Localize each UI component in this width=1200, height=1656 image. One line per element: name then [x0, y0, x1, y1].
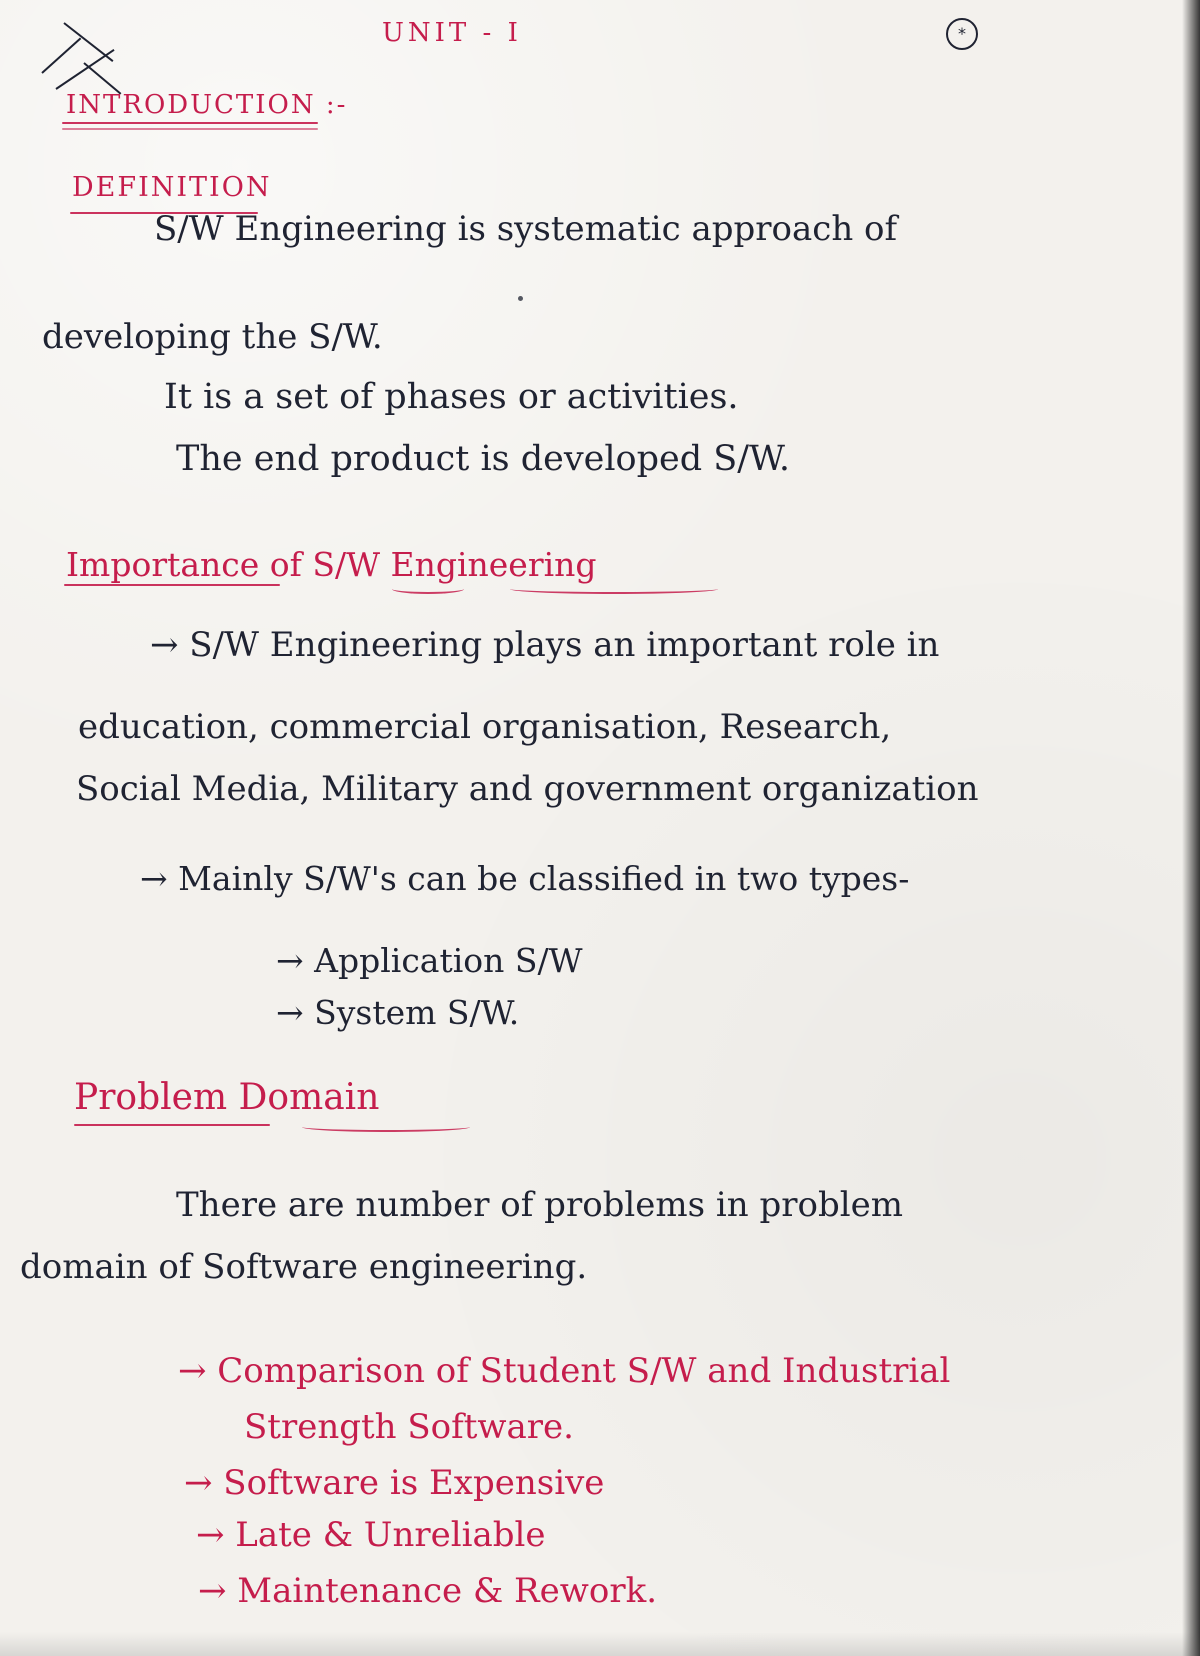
introduction-underline-secondary	[62, 128, 318, 130]
introduction-title: INTRODUCTION :-	[66, 90, 348, 120]
importance-line-1: → S/W Engineering plays an important role in	[150, 625, 940, 665]
importance-wave-1	[392, 584, 464, 594]
definition-line-2: developing the S/W.	[42, 317, 383, 357]
definition-line-1: S/W Engineering is systematic approach of	[154, 209, 898, 249]
problem-line-5: → Software is Expensive	[184, 1463, 605, 1503]
page-bottom-shadow	[0, 1632, 1200, 1656]
problem-domain-title: Problem Domain	[74, 1077, 380, 1118]
definition-line-4: The end product is developed S/W.	[176, 439, 791, 479]
importance-line-3: Social Media, Military and government organization	[76, 769, 979, 809]
importance-title: Importance of S/W Engineering	[66, 545, 597, 584]
definition-dot	[518, 296, 523, 301]
corner-slash-2	[41, 37, 81, 73]
importance-line-2: education, commercial organisation, Research,	[78, 707, 892, 747]
definition-title: DEFINITION	[72, 172, 272, 203]
problem-line-3: → Comparison of Student S/W and Industrial	[178, 1351, 951, 1391]
importance-underline	[64, 584, 280, 586]
introduction-underline	[62, 122, 318, 124]
page-edge-shadow	[1182, 0, 1200, 1656]
importance-line-5: → Application S/W	[276, 941, 583, 980]
problem-line-2: domain of Software engineering.	[20, 1247, 588, 1287]
problem-line-1: There are number of problems in problem	[176, 1185, 903, 1225]
circled-star-icon: *	[946, 18, 978, 50]
problem-line-4: Strength Software.	[244, 1407, 574, 1447]
problem-domain-underline-2	[302, 1122, 470, 1132]
importance-wave-2	[510, 584, 718, 594]
corner-slash-3	[55, 49, 114, 90]
problem-line-7: → Maintenance & Rework.	[198, 1571, 657, 1611]
importance-line-6: → System S/W.	[276, 993, 520, 1032]
definition-line-3: It is a set of phases or activities.	[164, 377, 739, 417]
problem-domain-underline-1	[74, 1124, 270, 1126]
problem-line-6: → Late & Unreliable	[196, 1515, 546, 1555]
importance-line-4: → Mainly S/W's can be classified in two types-	[140, 859, 910, 898]
unit-header: UNIT - I	[382, 18, 522, 48]
